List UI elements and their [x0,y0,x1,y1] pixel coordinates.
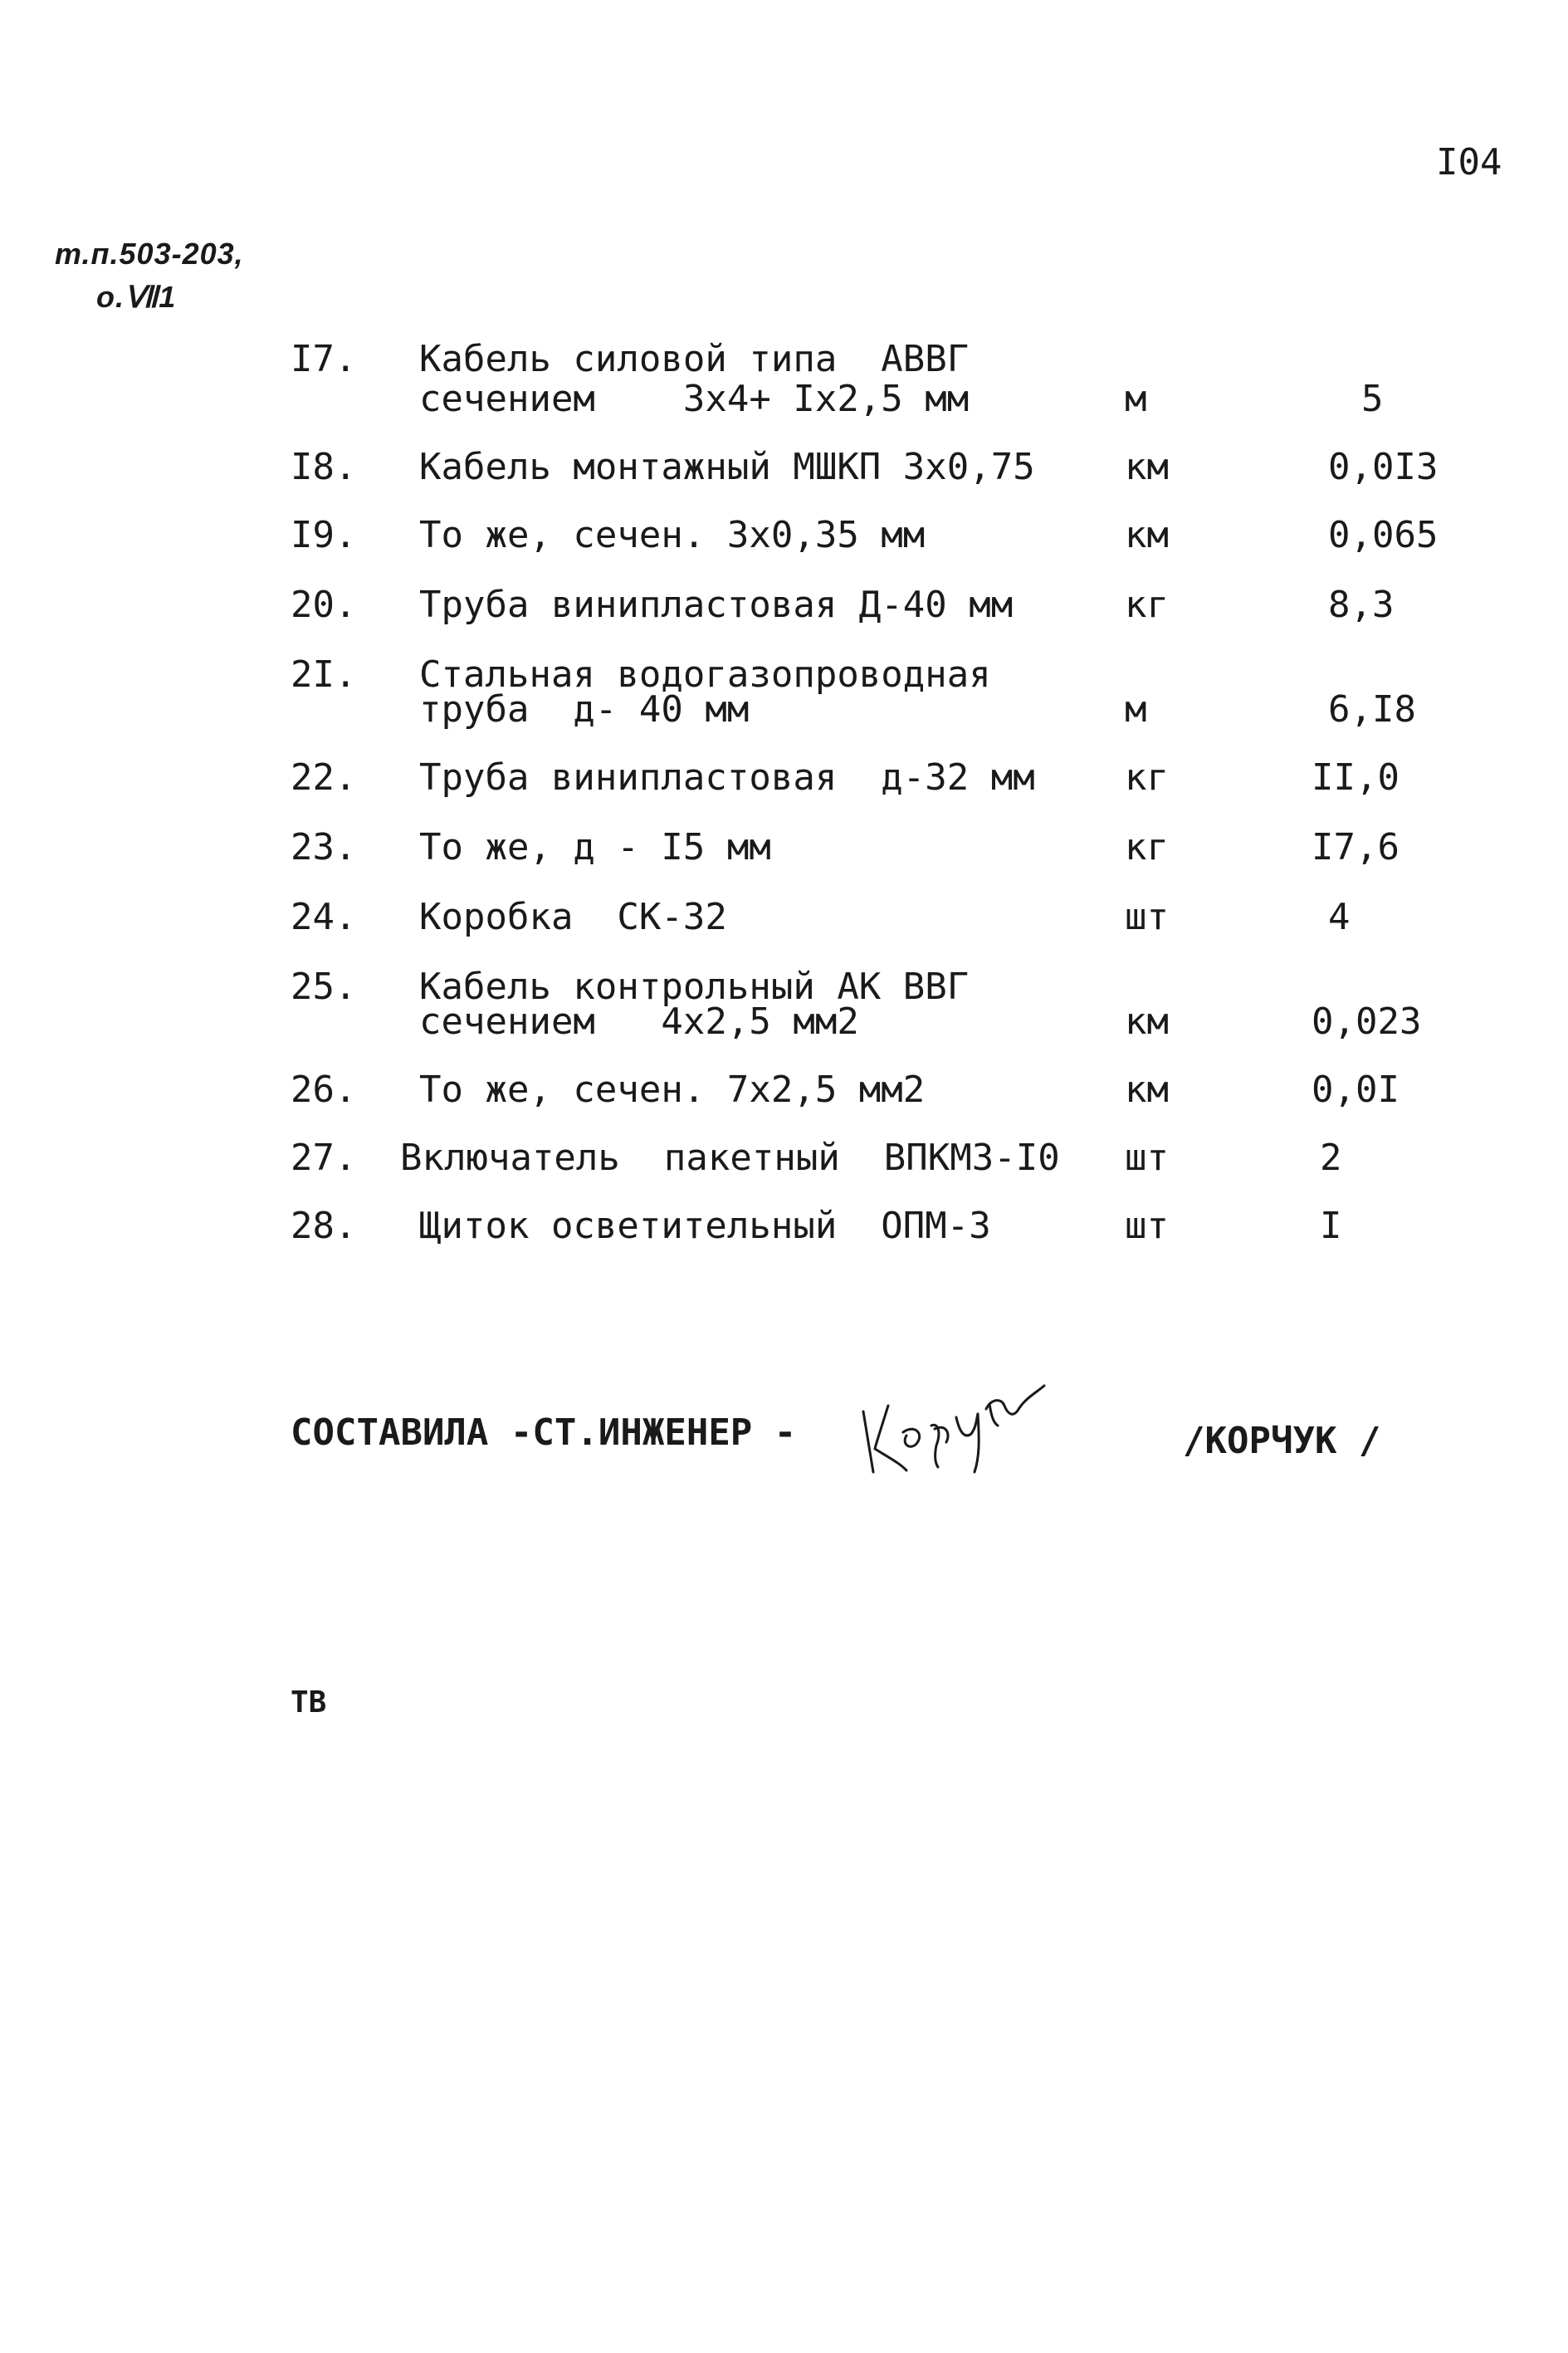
item-description-line1: То же, сечен. 3х0,35 мм [419,514,926,556]
item-quantity: 0,0I3 [1328,446,1439,488]
item-quantity: 8,3 [1328,584,1395,626]
item-unit: км [1125,446,1169,488]
item-quantity: 0,0I [1312,1069,1399,1111]
item-number: I7. [291,338,357,380]
item-unit: км [1125,514,1169,556]
project-reference [55,232,244,319]
item-description-line2: сечением 4х2,5 мм2 [419,1000,859,1043]
item-quantity: 5 [1361,378,1384,420]
item-unit: км [1125,1069,1169,1111]
item-description-line1: Кабель силовой типа АВВГ [419,338,970,380]
item-quantity: 2 [1320,1137,1342,1179]
item-number: 2I. [291,653,357,696]
handwritten-signature [855,1374,1054,1482]
signer-name: /КОРЧУК / [1183,1420,1381,1462]
item-quantity: 0,023 [1312,1000,1422,1043]
item-description-line1: Труба винипластовая д-32 мм [419,756,1035,799]
item-description-line1: Щиток осветительный ОПМ-3 [419,1205,991,1247]
item-description-line1: Включатель пакетный ВПКМ3-I0 [400,1137,1060,1179]
item-description-line1: То же, сечен. 7х2,5 мм2 [419,1069,926,1111]
item-number: 24. [291,896,357,938]
item-number: 22. [291,756,357,799]
item-unit: м [1125,378,1147,420]
item-quantity: 6,I8 [1328,688,1416,731]
item-description-line1: Стальная водогазопроводная [419,653,991,696]
item-number: 25. [291,966,357,1008]
item-unit: шт [1125,896,1169,938]
project-ref-line2: о.Ⅶ1 [96,280,177,314]
item-quantity: I7,6 [1312,826,1399,868]
item-description-line1: То же, д - I5 мм [419,826,771,868]
page-number: I04 [1436,141,1502,183]
project-ref-line1: т.п.503-203, [55,237,244,271]
item-unit: шт [1125,1137,1169,1179]
item-number: 20. [291,584,357,626]
item-quantity: 4 [1328,896,1351,938]
item-number: I9. [291,514,357,556]
item-number: 27. [291,1137,357,1179]
item-description-line1: Кабель контрольный АК ВВГ [419,966,970,1008]
item-description-line2: сечением 3х4+ Iх2,5 мм [419,378,970,420]
item-number: 26. [291,1069,357,1111]
item-unit: кг [1125,584,1169,626]
item-unit: км [1125,1000,1169,1043]
item-number: 28. [291,1205,357,1247]
item-description-line2: труба д- 40 мм [419,688,750,731]
footer-code: ТВ [291,1685,327,1720]
item-number: 23. [291,826,357,868]
item-unit: кг [1125,756,1169,799]
item-quantity: 0,065 [1328,514,1439,556]
item-quantity: I [1320,1205,1342,1247]
item-quantity: II,0 [1312,756,1399,799]
item-unit: м [1125,688,1147,731]
item-number: I8. [291,446,357,488]
composed-by-label: СОСТАВИЛА -СТ.ИНЖЕНЕР - [291,1411,797,1454]
item-description-line1: Кабель монтажный МШКП 3х0,75 [419,446,1035,488]
item-unit: кг [1125,826,1169,868]
item-description-line1: Труба винипластовая Д-40 мм [419,584,1014,626]
item-unit: шт [1125,1205,1169,1247]
item-description-line1: Коробка СК-32 [419,896,727,938]
